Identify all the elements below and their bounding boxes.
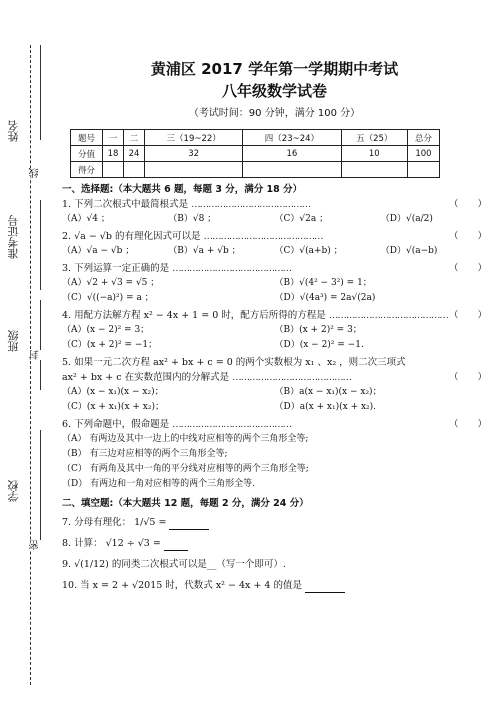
dot-leader: …………………………………… xyxy=(232,372,352,383)
table-cell: 总分 xyxy=(407,130,439,146)
question-6 xyxy=(62,417,487,432)
question-stem: 6. 下列命题中，假命题是 xyxy=(62,419,170,430)
name-label: 姓名 xyxy=(7,120,20,142)
option-c: （C）√2a ； xyxy=(274,214,329,224)
question-4-options xyxy=(62,323,487,353)
dot-leader: …………………………………… xyxy=(172,263,292,274)
question-stem: 8. 计算： √12 ÷ √3 = xyxy=(62,538,161,549)
question-stem: 4. 用配方法解方程 x² − 4x + 1 = 0 时，配方后所得的方程是 xyxy=(62,310,326,321)
exam-title: 黄浦区 2017 学年第一学期期中考试 xyxy=(150,60,399,78)
option-a: （A） 有两边及其中一边上的中线对应相等的两个三角形全等; xyxy=(62,434,309,444)
answer-blank[interactable] xyxy=(305,582,345,593)
school-line xyxy=(40,430,41,540)
table-cell: 10 xyxy=(341,146,407,162)
school-label: 学校 xyxy=(7,480,20,502)
option-b: （B）√8 ； xyxy=(168,214,217,224)
score-table-earned-row xyxy=(71,162,440,178)
option-c: （C）√(a+b) ； xyxy=(274,246,343,256)
table-cell: 五（25） xyxy=(341,130,407,146)
question-5-line-2 xyxy=(62,370,487,385)
question-9 xyxy=(62,557,487,572)
seal-mark-line: 线 xyxy=(30,168,41,178)
table-cell: 四（23~24） xyxy=(243,130,341,146)
option-d: （D） 有两边和一角对应相等的两个三角形全等. xyxy=(62,479,255,489)
question-2-options xyxy=(62,244,487,259)
question-5 xyxy=(62,355,487,370)
option-d: （D）√(a−b) xyxy=(380,246,438,256)
exam-no-label: 准考证号 xyxy=(7,215,20,259)
option-c: （C）(x + 2)² = −1； xyxy=(62,340,158,350)
answer-paren[interactable]: （ ） xyxy=(448,372,487,383)
question-3 xyxy=(62,261,487,276)
dot-leader: …………………………………… xyxy=(172,419,292,430)
answer-paren[interactable]: （ ） xyxy=(448,231,487,242)
table-cell[interactable] xyxy=(145,162,243,178)
option-b: （B）a(x − x₁)(x − x₂)； xyxy=(274,387,382,397)
option-d: （D）a(x + x₁)(x + x₂). xyxy=(274,402,377,412)
question-4 xyxy=(62,308,487,323)
question-stem: 5. 如果一元二次方程 ax² + bx + c = 0 的两个实数根为 x₁ 、x₂ ，则二次三项式 xyxy=(62,357,406,368)
class-label: 班级 xyxy=(7,330,20,352)
section-2-heading: 二、填空题:（本大题共 12 题，每题 2 分，满分 24 分） xyxy=(62,498,309,509)
question-stem: 9. √(1/12) 的同类二次根式可以是__（写一个即可）. xyxy=(62,559,286,570)
answer-paren[interactable]: （ ） xyxy=(448,263,487,274)
option-a: （A）√2 + √3 = √5 ； xyxy=(62,278,160,288)
dot-leader: …………………………………… xyxy=(328,310,448,321)
class-line xyxy=(40,300,41,390)
name-line xyxy=(40,45,41,140)
question-1 xyxy=(62,197,487,212)
table-cell: 24 xyxy=(124,146,145,162)
table-cell[interactable] xyxy=(243,162,341,178)
section-1-heading: 一、选择题:（本大题共 6 题，每题 3 分，满分 18 分） xyxy=(62,184,303,195)
option-a: （A）(x − 2)² = 3； xyxy=(62,325,150,335)
table-cell: 题号 xyxy=(71,130,103,146)
question-1-options xyxy=(62,212,487,227)
exam-no-line xyxy=(40,200,41,290)
option-a: （A）√a − √b ； xyxy=(62,246,135,256)
question-10 xyxy=(62,578,487,593)
binding-dashed-line xyxy=(30,45,31,685)
answer-paren[interactable]: （ ） xyxy=(448,199,487,210)
table-cell: 32 xyxy=(145,146,243,162)
table-cell: 一 xyxy=(103,130,124,146)
dot-leader: …………………………………… xyxy=(191,199,311,210)
option-d: （D）√(4a³) = 2a√(2a) xyxy=(274,293,376,303)
answer-paren[interactable]: （ ） xyxy=(448,419,487,430)
table-cell: 18 xyxy=(103,146,124,162)
table-cell[interactable] xyxy=(407,162,439,178)
seal-mark-seal: 封 xyxy=(30,350,41,360)
question-7 xyxy=(62,515,487,530)
score-table-header-row xyxy=(71,130,440,146)
binding-margin xyxy=(0,0,60,707)
option-d: （D）√(a/2) xyxy=(380,214,433,224)
option-d: （D）(x − 2)² = −1. xyxy=(274,340,364,350)
dot-leader: …………………………………… xyxy=(203,231,323,242)
seal-mark-secret: 密 xyxy=(30,540,41,550)
table-cell[interactable] xyxy=(341,162,407,178)
option-b: （B）√(4² − 3²) = 1； xyxy=(274,278,372,288)
option-a: （A）√4 ； xyxy=(62,214,110,224)
option-b: （B）(x + 2)² = 3； xyxy=(274,325,362,335)
table-cell[interactable] xyxy=(124,162,145,178)
option-c: （C）√((−a)²) = a ； xyxy=(62,293,154,303)
option-c: （C）(x + x₁)(x + x₂)； xyxy=(62,402,164,412)
table-cell: 100 xyxy=(407,146,439,162)
answer-blank[interactable] xyxy=(164,540,188,551)
question-2 xyxy=(62,229,487,244)
question-3-options xyxy=(62,276,487,306)
question-8 xyxy=(62,536,487,551)
answer-blank[interactable] xyxy=(169,519,209,530)
answer-paren[interactable]: （ ） xyxy=(448,310,487,321)
table-cell: 16 xyxy=(243,146,341,162)
exam-time-note: （考试时间：90 分钟，满分 100 分） xyxy=(188,108,361,119)
question-stem: ax² + bx + c 在实数范围内的分解式是 xyxy=(62,372,230,383)
table-cell[interactable] xyxy=(103,162,124,178)
question-stem: 7. 分母有理化： 1/√5 = xyxy=(62,517,167,528)
question-stem: 1. 下列二次根式中最简根式是 xyxy=(62,199,189,210)
exam-subject-title: 八年级数学试卷 xyxy=(221,82,327,100)
table-cell: 分值 xyxy=(71,146,103,162)
exam-content xyxy=(62,58,487,593)
score-table xyxy=(70,129,440,178)
question-stem: 10. 当 x = 2 + √2015 时，代数式 x² − 4x + 4 的值是 xyxy=(62,580,302,591)
question-stem: 2. √a − √b 的有理化因式可以是 xyxy=(62,231,201,242)
option-c: （C） 有两角及其中一角的平分线对应相等的两个三角形全等; xyxy=(62,464,309,474)
table-cell: 二 xyxy=(124,130,145,146)
question-6-options xyxy=(62,432,487,492)
question-stem: 3. 下列运算一定正确的是 xyxy=(62,263,170,274)
option-a: （A）(x − x₁)(x − x₂)； xyxy=(62,387,164,397)
option-b: （B） 有三边对应相等的两个三角形全等; xyxy=(62,449,228,459)
option-b: （B）√a + √b ； xyxy=(168,246,241,256)
table-cell: 得分 xyxy=(71,162,103,178)
question-5-options xyxy=(62,385,487,415)
table-cell: 三（19~22） xyxy=(145,130,243,146)
score-table-points-row xyxy=(71,146,440,162)
